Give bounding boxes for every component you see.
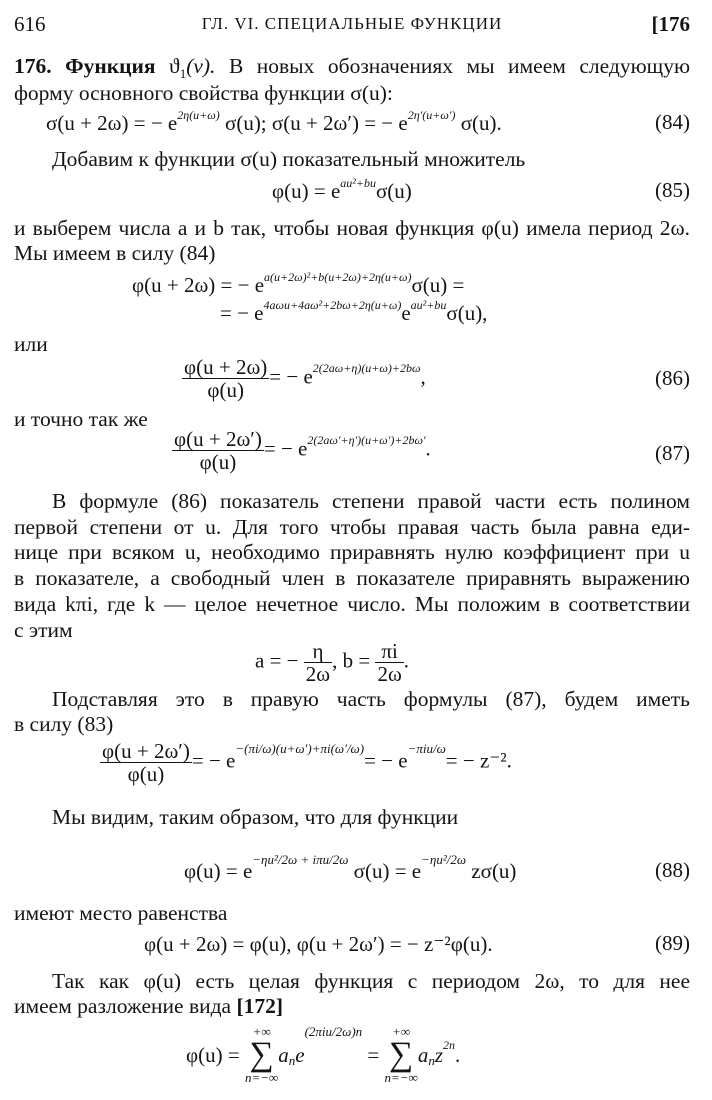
- eq88-exp1: −ηu²/2ω + iπu/2ω: [252, 852, 349, 867]
- eqC-a: a = −: [255, 648, 299, 673]
- eq84-exp2: 2η′(u+ω′): [407, 108, 456, 122]
- eqE-lhs: φ(u) =: [186, 1043, 240, 1067]
- heading-arg: (v).: [186, 54, 216, 78]
- eqE-term2-exp: 2n: [443, 1037, 456, 1052]
- eqD-fraction: [100, 740, 192, 785]
- paragraph-2a: и выберем числа a и b так, чтобы новая функция φ(u) имела период 2ω.: [14, 216, 690, 240]
- equation-84: [46, 110, 502, 139]
- eqA-exp: a(u+2ω)²+b(u+2ω)+2η(u+ω): [264, 270, 412, 284]
- eqC-b: , b =: [332, 648, 371, 673]
- eq86-end: ,: [420, 364, 426, 389]
- eqE-term1-e: e: [295, 1043, 305, 1067]
- eq-number-87: (87): [655, 441, 690, 465]
- paragraph-5d: в показателе, а свободный член в показателе приравнять выражению: [14, 566, 690, 590]
- paragraph-5b: первой степени от u. Для того чтобы правая часть была равна еди-: [14, 515, 690, 539]
- eq84-part3: σ(u).: [460, 111, 502, 135]
- paragraph-9b-ref: [172]: [236, 994, 284, 1018]
- paragraph-3: или: [14, 332, 48, 356]
- heading-sub: 1: [179, 66, 187, 81]
- eq-number-84: (84): [655, 110, 690, 134]
- sum-sign-2: +∞ ∑ n=−∞: [384, 1024, 418, 1085]
- eq84-part1: σ(u + 2ω) = − e: [46, 111, 178, 135]
- eq86-exp: 2(2aω+η)(u+ω)+2bω: [312, 361, 421, 376]
- page-number: 616: [14, 12, 46, 36]
- eqA-lhs: φ(u + 2ω) = − e: [132, 273, 265, 297]
- intro-line-2: форму основного свойства функции σ(u):: [14, 81, 393, 105]
- eqB-rhs: σ(u),: [446, 301, 488, 325]
- eqE-end: .: [455, 1043, 461, 1067]
- eq-number-89: (89): [655, 931, 690, 955]
- heading-symbol: ϑ: [169, 54, 180, 78]
- paragraph-5f: с этим: [14, 618, 73, 642]
- paragraph-4: и точно так же: [14, 407, 148, 431]
- equation-88: [184, 852, 517, 887]
- eq88-mid: σ(u) = e: [353, 859, 422, 883]
- eqA-rhs: σ(u) =: [411, 273, 465, 297]
- paragraph-5e: вида kπi, где k — целое нечетное число. Мы положим в соответствии: [14, 592, 690, 616]
- eq88-lhs: φ(u) = e: [184, 859, 253, 883]
- eqD-den: φ(u): [127, 762, 165, 786]
- eq86-fraction: [182, 356, 269, 401]
- running-header: [14, 12, 690, 40]
- eqE-term2: a: [417, 1043, 429, 1067]
- eqE-term1-sub: n: [288, 1052, 296, 1068]
- eq84-exp1: 2η(u+ω): [177, 108, 220, 122]
- equation-expansion: [186, 1024, 460, 1086]
- eq85-exp: au²+bu: [340, 176, 376, 190]
- equation-phi-shift-1: [132, 272, 464, 301]
- eq-number-85: (85): [655, 178, 690, 202]
- equation-86: [182, 356, 426, 401]
- paragraph-6b: в силу (83): [14, 712, 114, 736]
- eq84-part2: σ(u); σ(u + 2ω′) = − e: [225, 111, 408, 135]
- eqE-term1-exp: (2πiu/2ω)n: [304, 1023, 363, 1039]
- eqE-equals: =: [367, 1043, 380, 1067]
- eqB-exp1: 4aωu+4aω²+2bω+2η(u+ω): [263, 298, 402, 312]
- eq85-rhs: σ(u): [375, 179, 412, 203]
- equation-phi-shift-2: [220, 300, 487, 329]
- sum2-bot: n=−∞: [384, 1070, 418, 1085]
- paragraph-7: Мы видим, таким образом, что для функции: [52, 805, 459, 829]
- eq85-lhs: φ(u) = e: [272, 179, 341, 203]
- paragraph-9b: [14, 993, 690, 1019]
- eqD-rhs3: = − z⁻².: [445, 748, 512, 773]
- eqE-term2-sub: n: [428, 1052, 435, 1068]
- eqE-term1: a: [278, 1043, 289, 1067]
- eqC-b-den: 2ω: [377, 662, 402, 686]
- eqC-b-num: πi: [375, 640, 403, 663]
- intro-text: В новых обозначениях мы имеем следующую: [228, 54, 690, 78]
- eqB-mid: e: [401, 301, 411, 325]
- eqD-rhs1: = − e: [191, 748, 236, 773]
- eq88-exp2: −ηu²/2ω: [421, 852, 467, 867]
- section-heading: 176. Функция: [14, 54, 156, 78]
- eq87-den: φ(u): [199, 450, 237, 474]
- paragraph-2b: Мы имеем в силу (84): [14, 241, 216, 265]
- eq87-end: .: [425, 436, 431, 461]
- eqC-end: .: [403, 648, 410, 673]
- sum1-bot: n=−∞: [244, 1070, 279, 1085]
- paragraph-6a: Подставляя это в правую часть формулы (87), будем иметь: [52, 687, 690, 711]
- eq-number-86: (86): [655, 366, 690, 390]
- eqC-a-frac: [304, 640, 332, 685]
- paragraph-5c: нице при всяком u, необходимо приравнять нулю коэффициент при u: [14, 540, 690, 564]
- equation-89: φ(u + 2ω) = φ(u), φ(u + 2ω′) = − z⁻²φ(u).: [144, 932, 493, 956]
- eqC-b-frac: [375, 640, 403, 685]
- paragraph-5a: В формуле (86) показатель степени правой части есть полином: [52, 489, 690, 513]
- eqD-exp1: −(πi/ω)(u+ω′)+πi(ω′/ω): [235, 741, 365, 757]
- paragraph-8: имеют место равенства: [14, 901, 228, 925]
- eq87-rhs: = − e: [263, 436, 308, 461]
- equation-87: [172, 428, 431, 473]
- sum2-top: +∞: [392, 1024, 411, 1039]
- eqE-term2-z: z: [434, 1043, 444, 1067]
- eq87-fraction: [172, 428, 264, 473]
- eqD-num: φ(u + 2ω′): [102, 739, 190, 763]
- equation-85: [272, 178, 412, 207]
- eqC-a-num: η: [304, 640, 332, 663]
- paragraph-9a: Так как φ(u) есть целая функция с периодом 2ω, то для нее: [52, 969, 690, 993]
- eqD-rhs2: = − e: [364, 748, 408, 773]
- eqB-lhs: = − e: [220, 301, 264, 325]
- paragraph-9b-text: имеем разложение вида: [14, 994, 232, 1018]
- section-ref: [176: [651, 12, 690, 36]
- eq87-num: φ(u + 2ω′): [174, 427, 262, 451]
- eq86-rhs: = − e: [269, 364, 313, 389]
- eq86-den: φ(u): [207, 378, 244, 402]
- eq-number-88: (88): [655, 858, 690, 882]
- eq87-exp: 2(2aω′+η′)(u+ω′)+2bω′: [307, 433, 426, 448]
- sum1-top: +∞: [252, 1024, 271, 1039]
- section-heading-line: [14, 53, 690, 82]
- chapter-title: ГЛ. VI. СПЕЦИАЛЬНЫЕ ФУНКЦИИ: [201, 14, 503, 33]
- equation-phi-ratio: [100, 740, 512, 785]
- sum-sign-1: +∞ ∑ n=−∞: [244, 1024, 279, 1085]
- eq88-rhs: zσ(u): [471, 859, 517, 883]
- eq86-num: φ(u + 2ω): [184, 355, 268, 379]
- eqD-exp2: −πiu/ω: [407, 741, 446, 757]
- eqB-exp2: au²+bu: [410, 298, 447, 312]
- equation-a-b: [255, 640, 409, 685]
- paragraph-1: Добавим к функции σ(u) показательный множитель: [52, 147, 526, 171]
- eqC-a-den: 2ω: [305, 662, 331, 686]
